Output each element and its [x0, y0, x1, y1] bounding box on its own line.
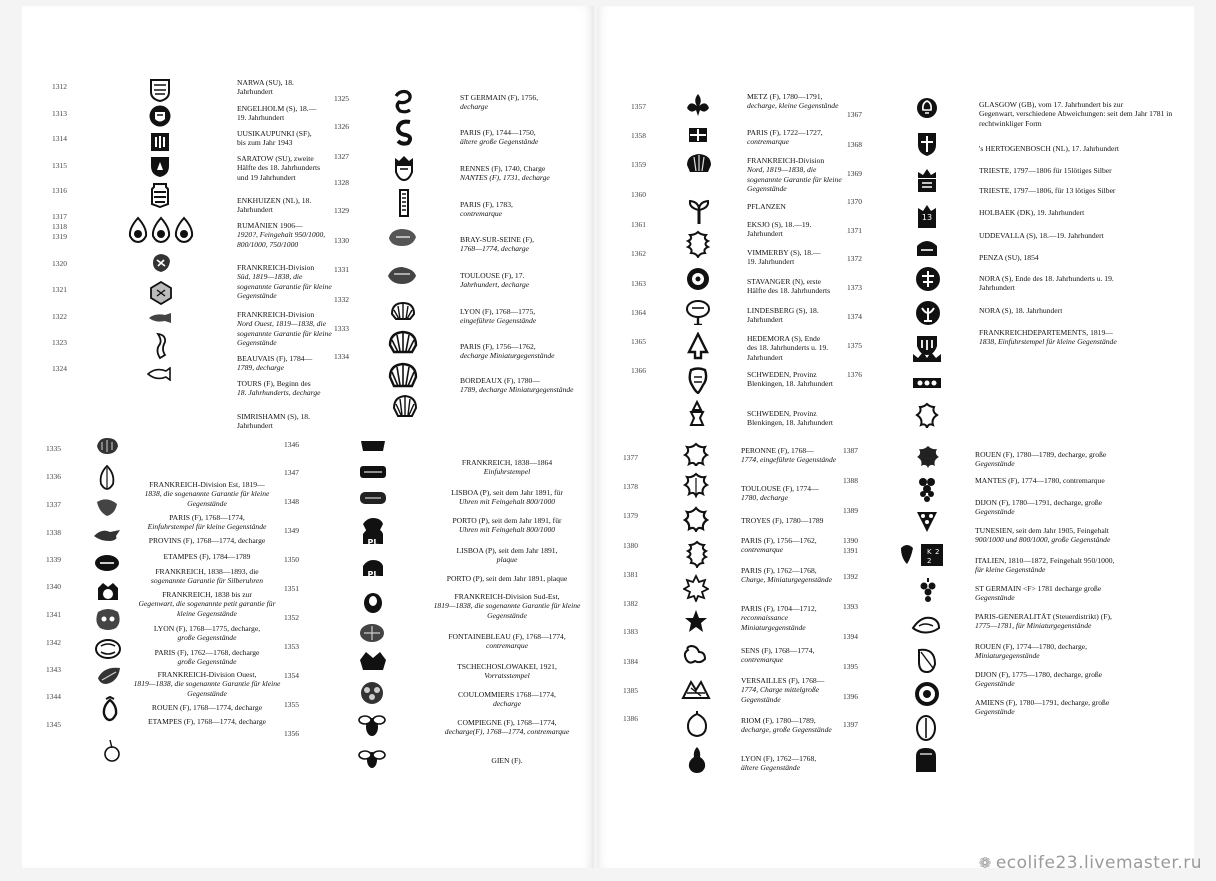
mark-entry: ST GERMAIN <F> 1781 decharge große Gegenstände [975, 584, 1102, 603]
mark-entry: TOURS (F), Beginn des 18. Jahrhunderts, decharge [237, 379, 321, 398]
mark-entry: ITALIEN, 1810—1872, Feingehalt 950/1000, für kleine Gegenstände [975, 556, 1115, 575]
fruit-icon [685, 710, 709, 738]
face-icon [94, 638, 122, 660]
mark-entry: VERSAILLES (F), 1768— 1774, Charge mittelgroße Gegenstände [741, 676, 825, 704]
mark-number: 1359 [631, 160, 646, 169]
watermark [979, 853, 1202, 873]
ref-number: 1331 [334, 265, 349, 274]
mark-entry: TUNESIEN, seit dem Jahr 1905, Feingehalt 900/1000 und 800/1000, große Gegenstände [975, 526, 1111, 545]
crowned-mark-icon [96, 580, 120, 604]
mark-entry: VIMMERBY (S), 18.— 19. Jahrhundert [747, 248, 821, 267]
mark-number: 1382 [623, 599, 638, 608]
ref-number: 1368 [847, 140, 862, 149]
ref-number: 1325 [334, 94, 349, 103]
mark-number: 1365 [631, 337, 646, 346]
mark-entry: FRANKREICH-Division Ouest, 1819—1838, die sogenannte Garantie für kleine Gegenstände [133, 670, 281, 698]
mark-entry: FRANKREICH-Division Sud-Est, 1819—1838, die sogenannte Garantie für kleine Gegenstände [433, 592, 581, 620]
mark-number: 1357 [631, 102, 646, 111]
mark-entry: LYON (F), 1768—1775, eingeführte Gegenstände [460, 307, 537, 326]
mark-entry: PARIS (F), 1762—1768, Charge, Miniaturgegenstände [741, 566, 832, 585]
mark-entry: PARIS (F), 1768—1774, Einfuhrstempel für kleine Gegenstände [147, 513, 267, 532]
ref-number: 1393 [843, 602, 858, 611]
svg-text:2: 2 [935, 548, 940, 556]
ref-number: 1372 [847, 254, 862, 263]
bird-icon [911, 614, 941, 636]
mark-entry: DIJON (F), 1775—1780, decharge, große Gegenstände [975, 670, 1103, 689]
mark-entry: GLASGOW (GB), vom 17. Jahrhundert bis zur Gegenwart, verschiedene Abweichungen: seit dem Jahr 1781 in rechtwinkliger Form [979, 100, 1173, 128]
pl-mark-icon [360, 526, 386, 550]
seed-icon [915, 714, 937, 742]
mark-entry: 's HERTOGENBOSCH (NL), 17. Jahrhundert [979, 144, 1119, 153]
ref-number: 1376 [847, 370, 862, 379]
shell-icon [94, 436, 120, 456]
shell-icon [392, 394, 418, 418]
mark-entry: FRANKREICHDEPARTEMENTS, 1819— 1838, Einfuhrstempel für kleine Gegenstände [979, 328, 1117, 347]
bell-shield-icon [150, 182, 170, 208]
fish-icon [100, 696, 120, 722]
ref-number: 1332 [334, 295, 349, 304]
grape-leaf-icon [915, 444, 941, 468]
svg-text:2: 2 [927, 557, 932, 565]
leaf-icon [683, 442, 709, 466]
ref-number: 1397 [843, 720, 858, 729]
mark-entry: COULOMMIERS 1768—1774, decharge [458, 690, 556, 709]
ref-number: 1390 [843, 536, 858, 545]
leaf-icon [98, 464, 116, 490]
grape-icon [915, 474, 939, 502]
mark-entry: ST GERMAIN (F), 1756, decharge [460, 93, 539, 112]
ref-number: 1352 [284, 613, 299, 622]
seahorse-icon [152, 332, 168, 360]
bee-icon [358, 712, 386, 738]
mark-number: 1381 [623, 570, 638, 579]
mark-entry: EKSJO (S), 18.—19. Jahrhundert [747, 220, 812, 239]
mark-entry: NARWA (SU), 18. Jahrhundert [237, 78, 294, 97]
grape-leaf-icon [683, 472, 709, 498]
mark-entry: BRAY-SUR-SEINE (F), 1768—1774, decharge [460, 235, 534, 254]
dragon-icon [92, 528, 122, 542]
ref-number: 1374 [847, 312, 862, 321]
mark-number: 1366 [631, 366, 646, 375]
mark-entry: DIJON (F), 1780—1791, decharge, große Gegenstände [975, 498, 1103, 517]
mark-entry: ROUEN (F), 1774—1780, decharge, Miniaturgegenstände [975, 642, 1088, 661]
arrow-up-icon [687, 332, 709, 360]
mark-entry: TROYES (F), 1780—1789 [741, 516, 824, 525]
mark-entry: BORDEAUX (F), 1780— 1789, decharge Miniaturgegenstände [460, 376, 574, 395]
oak-leaf-icon [685, 540, 709, 568]
mark-entry: SARATOW (SU), zweite Hälfte des 18. Jahrhunderts und 19 Jahrhundert [237, 154, 321, 182]
mark-number: 1362 [631, 249, 646, 258]
mark-entry: LINDESBERG (S), 18. Jahrhundert [747, 306, 819, 325]
mark-entry: STAVANGER (N), erste Hälfte des 18. Jahrhunderts [747, 277, 831, 296]
mark-entry: FRANKREICH, 1838—1893, die sogenannte Garantie für Silberuhren [150, 567, 264, 586]
mark-number: 1344 [46, 692, 61, 701]
ref-number: 1329 [334, 206, 349, 215]
mark-number: 1342 [46, 638, 61, 647]
ref-number: 1355 [284, 700, 299, 709]
ref-number: 1353 [284, 642, 299, 651]
mark-number: 1313 [52, 109, 67, 118]
mark-entry: FRANKREICH-Division Nord Ouest, 1819—1838, die sogenannte Garantie für kleine Gegenstände [237, 310, 332, 348]
hand-icon [150, 252, 172, 274]
ref-number: 1369 [847, 169, 862, 178]
mark-entry: PFLANZEN [747, 202, 786, 211]
mark-entry: NORA (S), 18. Jahrhundert [979, 306, 1063, 315]
mark-entry: LISBOA (P), seit dem Jahr 1891, für Uhren mit Feingehalt 800/1000 [451, 488, 563, 507]
grape-icon [915, 508, 939, 534]
mark-number: 1335 [46, 444, 61, 453]
mark-entry: PERONNE (F), 1768— 1774, eingeführte Gegenstände [741, 446, 837, 465]
ref-number: 1351 [284, 584, 299, 593]
svg-text:PL: PL [367, 570, 379, 579]
mark-entry: PARIS (F), 1756—1762, decharge Miniaturgegenstände [460, 342, 555, 361]
ref-number: 1371 [847, 226, 862, 235]
mark-entry: PARIS (F), 1756—1762, contremarque [741, 536, 817, 555]
mark-entry: TOULOUSE (F), 17. Jahrhundert, decharge [460, 271, 530, 290]
bee-icon [358, 748, 386, 770]
shell-icon [685, 152, 713, 174]
mark-number: 1384 [623, 657, 638, 666]
ref-number: 1350 [284, 555, 299, 564]
mark-number: 1345 [46, 720, 61, 729]
mark-number: 1316 [52, 186, 67, 195]
mark-entry: ROUEN (F), 1768—1774, decharge [151, 703, 263, 712]
mark-number: 1379 [623, 511, 638, 520]
flower-mark-icon [126, 216, 196, 244]
ref-number: 1328 [334, 178, 349, 187]
ref-number: 1348 [284, 497, 299, 506]
mask-icon [94, 608, 122, 632]
mountain-icon [681, 678, 711, 700]
crown-icon [358, 650, 388, 672]
tree-icon [915, 266, 941, 292]
flower-icon [358, 680, 386, 706]
fleur-de-lis-icon [685, 92, 711, 118]
bell-icon [915, 96, 939, 122]
pear-icon [687, 744, 707, 774]
mark-entry: RUMÄNIEN 1906— 1920?, Feingehalt 950/1000, 800/1000, 750/1000 [237, 221, 326, 249]
mark-entry: PARIS (F), 1704—1712, reconnaissance Miniaturgegenstände [741, 604, 817, 632]
lion-icon [685, 366, 711, 394]
mark-entry: FRANKREICH, 1838 bis zur Gegenwart, die sogenannte petit garantie für kleine Gegenstände [138, 590, 276, 618]
ref-number: 1330 [334, 236, 349, 245]
fish-icon [147, 313, 173, 323]
bird-icon [94, 496, 120, 518]
oval-mark-icon [94, 554, 120, 572]
mark-entry: FRANKREICH-Division Süd, 1819—1838, die sogenannte Garantie für kleine Gegenstände [237, 263, 332, 301]
fish-outline-icon [146, 367, 172, 381]
mark-entry: RIOM (F), 1780—1789, decharge, große Gegenstände [741, 716, 832, 735]
mark-entry: PARIS (F), 1783, contremarque [460, 200, 513, 219]
ref-number: 1387 [843, 446, 858, 455]
mark-entry: MANTES (F), 1774—1780, contremarque [975, 476, 1105, 485]
mark-entry: PARIS (F), 1744—1750, ältere große Gegenstände [460, 128, 539, 147]
mark-entry: TRIESTE, 1797—1806 für 15lötiges Silber [979, 166, 1112, 175]
leaf-icon [915, 646, 939, 674]
ref-number: 1373 [847, 283, 862, 292]
ref-number: 1356 [284, 729, 299, 738]
mark-number: 1336 [46, 472, 61, 481]
mark-entry: PORTO (P), seit dem Jahr 1891, für Uhren mit Feingehalt 800/1000 [452, 516, 562, 535]
mark-number: 1386 [623, 714, 638, 723]
plant-icon [687, 198, 711, 226]
ref-number: 1375 [847, 341, 862, 350]
ref-number: 1392 [843, 572, 858, 581]
mark-entry: HOLBAEK (DK), 19. Jahrhundert [979, 208, 1085, 217]
mark-entry: LISBOA (P), seit dem Jahr 1891, plaque [456, 546, 558, 565]
mark-number: 1340 [46, 582, 61, 591]
mark-number: 1312 [52, 82, 67, 91]
mark-entry: PARIS (F), 1762—1768, decharge große Gegenstände [154, 648, 260, 667]
mark-number: 1363 [631, 279, 646, 288]
shell-icon [388, 362, 418, 388]
mark-entry: GIEN (F). [491, 756, 523, 765]
ref-number: 1326 [334, 122, 349, 131]
bread-icon [913, 746, 939, 774]
crown-shield-icon [392, 154, 416, 182]
mark-entry: SIMRISHAMN (S), 18. Jahrhundert [237, 412, 310, 431]
mark-entry: TSCHECHOSLOWAKEI, 1921, Vorratsstempel [457, 662, 557, 681]
mark-number: 1377 [623, 453, 638, 462]
mark-number: 1385 [623, 686, 638, 695]
mark-entry: PROVINS (F), 1768—1774, decharge [148, 536, 266, 545]
ring-icon [102, 736, 122, 764]
watermark-text: ecolife23.livemaster.ru [995, 853, 1202, 873]
mark-number: 1341 [46, 610, 61, 619]
mark-entry: ENGELHOLM (S), 18.— 19. Jahrhundert [237, 104, 317, 123]
mark-entry: ENKHUIZEN (NL), 18. Jahrhundert [237, 196, 312, 215]
ref-number: 1327 [334, 152, 349, 161]
figure-icon [685, 400, 709, 426]
crown-shield-icon [915, 166, 939, 194]
maple-leaf-icon [683, 574, 709, 602]
badge-icon [897, 542, 947, 568]
shield-icon [150, 156, 170, 178]
ref-number: 1354 [284, 671, 299, 680]
star-icon [683, 608, 709, 634]
mark-entry: TRIESTE, 1797—1806, für 13 lötiges Silber [979, 186, 1116, 195]
figure-icon [394, 188, 414, 218]
mark-entry: LYON (F), 1762—1768, ältere Gegenstände [741, 754, 817, 773]
mark-number: 1315 [52, 161, 67, 170]
mark-entry: TOULOUSE (F), 1774— 1780, decharge [741, 484, 819, 503]
rectangle-mark-icon [358, 438, 388, 454]
rosette-icon [358, 622, 386, 644]
crown-icon [911, 376, 943, 390]
beetle-icon [362, 590, 384, 614]
ref-number: 1347 [284, 468, 299, 477]
mark-entry: COMPIEGNE (F), 1768—1774, decharge(F), 1768—1774, contremarque [444, 718, 570, 737]
ref-number: 1395 [843, 662, 858, 671]
mark-number: 1361 [631, 220, 646, 229]
crowned-mark-icon [915, 202, 939, 230]
grape-leaf-icon [915, 402, 939, 428]
snake-letter-icon [392, 118, 416, 146]
mark-number: 1319 [52, 232, 67, 241]
rectangle-mark-icon [358, 490, 388, 506]
pl-mark-icon [360, 558, 386, 582]
mark-entry: BEAUVAIS (F), 1784— 1789, decharge [237, 354, 313, 373]
cross-shield-icon [915, 130, 939, 158]
ref-number: 1349 [284, 526, 299, 535]
leaf-icon [683, 506, 709, 532]
svg-text:13: 13 [921, 213, 933, 222]
mark-entry: RENNES (F), 1740, Charge NANTES (F), 1731, decharge [460, 164, 550, 183]
shell-icon [388, 330, 418, 354]
mark-number: 1358 [631, 131, 646, 140]
svg-text:PL: PL [367, 538, 379, 547]
mark-entry: LYON (F), 1768—1775, decharge, große Gegenstände [153, 624, 261, 643]
mark-entry: SCHWEDEN, Provinz Blenkingen, 18. Jahrhundert [747, 409, 834, 428]
mark-number: 1337 [46, 500, 61, 509]
mark-number: 1314 [52, 134, 67, 143]
mark-entry: ROUEN (F), 1780—1789, decharge, große Gegenstände [975, 450, 1107, 469]
ref-number: 1389 [843, 506, 858, 515]
crown-icon [150, 131, 170, 153]
mark-entry: FRANKREICH-Division Est, 1819— 1838, die sogenannte Garantie für kleine Gegenstände [144, 480, 270, 508]
tree-icon [685, 299, 711, 325]
leaf-icon [96, 666, 122, 686]
mark-number: 1338 [46, 528, 61, 537]
ref-number: 1388 [843, 476, 858, 485]
swirl-letter-icon [390, 88, 416, 116]
mark-entry: ETAMPES (F), 1768—1774, decharge [148, 717, 266, 726]
mark-entry: AMIENS (F), 1780—1791, decharge, große Gegenstände [975, 698, 1110, 717]
mark-number: 1324 [52, 364, 67, 373]
mark-number: 1317 [52, 212, 67, 221]
right-page [597, 6, 1194, 868]
mark-number: 1318 [52, 222, 67, 231]
ref-number: 1391 [843, 546, 858, 555]
svg-text:K: K [927, 548, 932, 556]
mark-entry: FRANKREICH-Division Nord, 1819—1838, die sogenannte Garantie für kleine Gegenstände [747, 156, 842, 194]
mark-number: 1360 [631, 190, 646, 199]
mark-number: 1343 [46, 665, 61, 674]
mark-entry: FRANKREICH, 1838—1864 Einfuhrstempel [461, 458, 553, 477]
mark-number: 1380 [623, 541, 638, 550]
crowned-shield-icon [148, 104, 172, 128]
mark-entry: SCHWEDEN, Provinz Blenkingen, 18. Jahrhundert [747, 370, 834, 389]
rectangle-mark-icon [358, 464, 388, 480]
mark-entry: PENZA (SU), 1854 [979, 253, 1039, 262]
mark-entry: PORTO (P), seit dem Jahr 1891, plaque [446, 574, 568, 583]
mark-number: 1320 [52, 259, 67, 268]
mark-number: 1383 [623, 627, 638, 636]
rosette-icon [685, 266, 711, 292]
mark-entry: METZ (F), 1780—1791, decharge, kleine Gegenstände [747, 92, 839, 111]
mark-entry: NORA (S), Ende des 18. Jahrhunderts u. 19. Jahrhundert [979, 274, 1114, 293]
flower-icon [683, 642, 709, 668]
mark-number: 1321 [52, 285, 67, 294]
shell-icon [390, 300, 416, 322]
animal-icon [386, 264, 418, 286]
ref-number: 1367 [847, 110, 862, 119]
mark-number: 1339 [46, 555, 61, 564]
rosette-icon [913, 680, 941, 708]
flower-icon: ❁ [978, 854, 992, 872]
mark-number: 1322 [52, 312, 67, 321]
mark-entry: PARIS-GENERALITÄT (Steuerdistrikt) (F), 1775—1781, für Miniaturgegenstände [975, 612, 1112, 631]
crown-icon [911, 350, 943, 364]
ref-number: 1333 [334, 324, 349, 333]
animal-icon [386, 226, 418, 248]
grape-icon [917, 576, 939, 604]
mark-entry: FONTAINEBLEAU (F), 1768—1774, contremarque [448, 632, 566, 651]
mark-number: 1378 [623, 482, 638, 491]
mark-entry: UUSIKAUPUNKI (SF), bis zum Jahr 1943 [237, 129, 312, 148]
mark-entry: PARIS (F), 1722—1727, contremarque [747, 128, 823, 147]
ref-number: 1334 [334, 352, 349, 361]
ref-number: 1396 [843, 692, 858, 701]
shield-icon [149, 78, 171, 102]
tree-icon [915, 300, 941, 326]
mark-number: 1364 [631, 308, 646, 317]
hexagon-icon [150, 281, 172, 305]
mark-number: 1323 [52, 338, 67, 347]
ref-number: 1394 [843, 632, 858, 641]
left-page [22, 6, 594, 868]
crown-icon [915, 236, 939, 258]
ref-number: 1346 [284, 440, 299, 449]
mark-entry: ETAMPES (F), 1784—1789 [163, 552, 251, 561]
mark-entry: HEDEMORA (S), Ende des 18. Jahrhunderts u. 19. Jahrhundert [747, 334, 829, 362]
mark-entry: SENS (F), 1768—1774, contremarque [741, 646, 815, 665]
cross-icon [685, 124, 711, 146]
oak-leaf-icon [685, 230, 711, 258]
mark-entry: UDDEVALLA (S), 18.—19. Jahrhundert [979, 231, 1104, 240]
ref-number: 1370 [847, 197, 862, 206]
